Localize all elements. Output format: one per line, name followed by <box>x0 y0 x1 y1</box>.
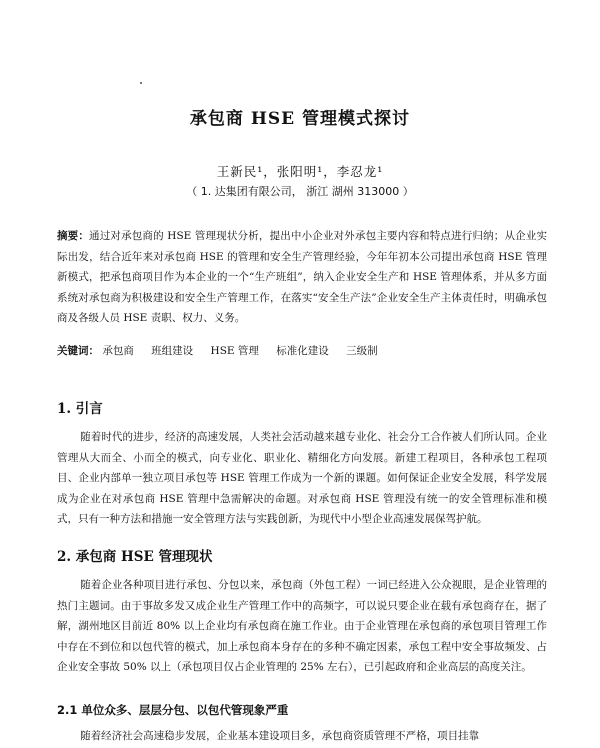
keyword: 承包商 <box>102 345 134 357</box>
keywords-label: 关键词： <box>57 345 99 357</box>
section-heading-status: 2. 承包商 HSE 管理现状 <box>57 549 213 565</box>
paper-authors: 王新民¹，张阳明¹，李忍龙¹ <box>216 164 384 179</box>
paper-title: 承包商 HSE 管理模式探讨 <box>189 109 411 129</box>
keyword: 班组建设 <box>151 345 194 357</box>
section-paragraph: 随着企业各种项目进行承包、分包以来，承包商（外包工程）一词已经进入公众视眼，是企业管理的热门主题词。由于事故多发又成企业生产管理工作中的高频字，可以说只要企业在载有承包商存在，据了解，湖州地区目前近 80% 以上企业均有承包商在施工作业。由于企业管理在承包商的承包项目管理工作中存在不到位和以包代管的模式，加上承包商本身存在的多种不确定因素，承包工程中安全事故频发、占企业安全事故 50% 以上（承包项目仅占企业管理的 25% 左右），已引起政府和企业高层的高度关注。 <box>57 579 547 673</box>
abstract-label: 摘要： <box>57 230 90 242</box>
keywords <box>57 341 547 361</box>
section-heading-intro: 1. 引言 <box>57 401 103 417</box>
abstract-text: 通过对承包商的 HSE 管理现状分析，提出中小企业对外承包主要内容和特点进行归纳；从企业实际出发，结合近年来对承包商 HSE 的管理和安全生产管理经验，今年年初本公司提出承包商 HSE 管理新模式，把承包商项目作为本企业的一个“生产班组”，纳入企业安全生产和 HSE 管理体系，并从多方面系统对承包商为积极建设和安全生产管理工作，在落实“安全生产法”企业安全生产主体责任时，明确承包商及各级人员 HSE 责职、权力、义务。 <box>57 230 548 324</box>
scan-speck <box>140 82 142 84</box>
section-paragraph: 随着经济社会高速稳步发展，企业基本建设项目多，承包商资质管理不严格，项目挂靠 <box>80 730 480 742</box>
keyword: 三级制 <box>346 345 378 357</box>
keyword: HSE 管理 <box>210 345 259 357</box>
abstract <box>57 226 547 329</box>
subsection-heading: 2.1 单位众多、层层分包、以包代管现象严重 <box>57 703 289 717</box>
section-paragraph: 随着时代的进步，经济的高速发展，人类社会活动越来越专业化、社会分工合作被人们所认同。企业管理从大而全、小而全的模式，向专业化、职业化、精细化方向发展。新建工程项目，各种承包工程项目、企业内部单一独立项目承包等 HSE 管理工作成为一个新的课题。如何保证企业安全发展，科学发展成为企业在对承包商 HSE 管理中急需解决的命题。对承包商 HSE 管理没有统一的安全管理标准和模式，只有一种方法和措施一安全管理方法与实践创新，为现代中小型企业高速发展保驾护航。 <box>57 431 547 525</box>
keyword: 标准化建设 <box>276 345 329 357</box>
paper-affiliation: （ 1. 达集团有限公司， 浙江 湖州 313000 ） <box>186 185 414 198</box>
